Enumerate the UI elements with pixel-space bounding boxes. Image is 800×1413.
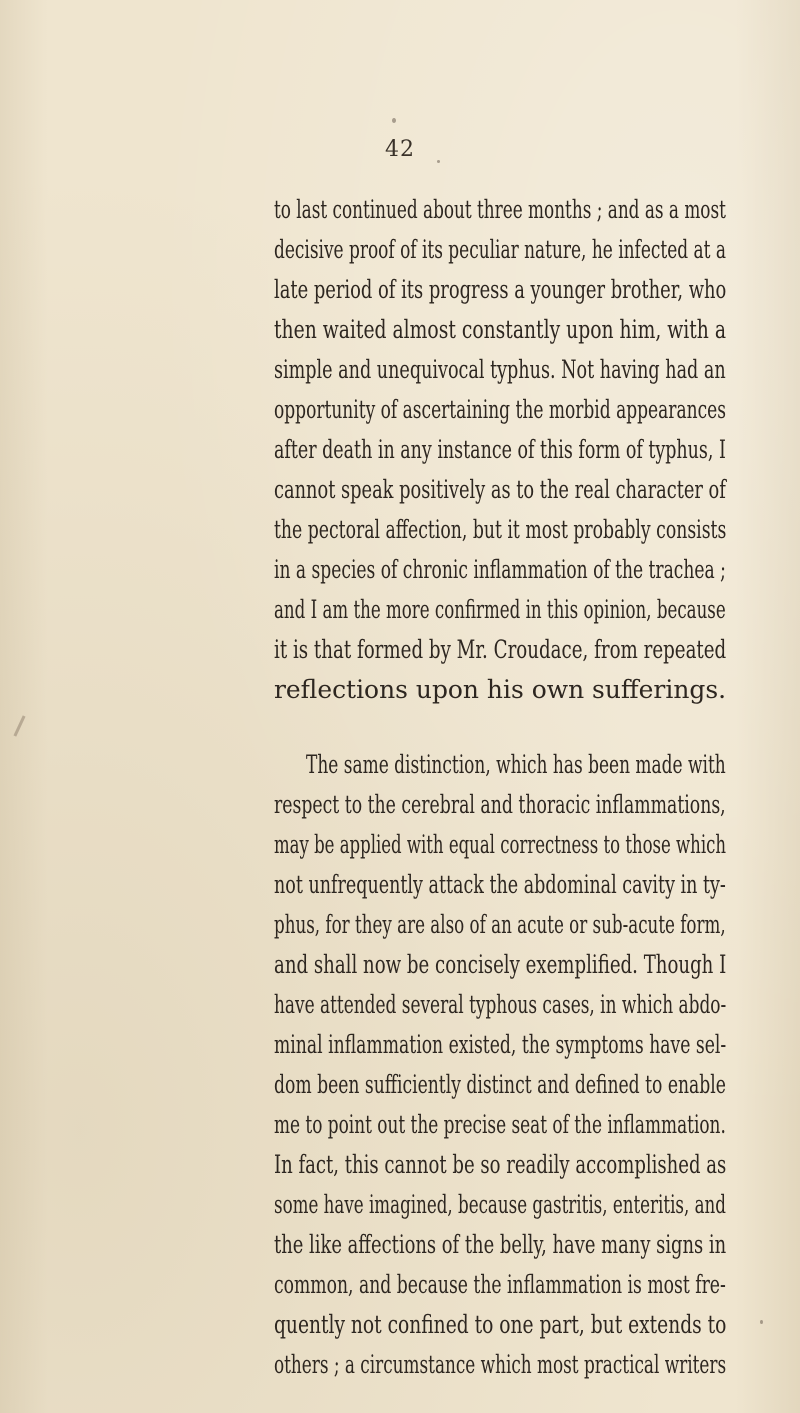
text-line: the pectoral affection, but it most probably consists (274, 515, 727, 544)
text-line: The same distinction, which has been made with (306, 750, 726, 779)
ink-speck (392, 118, 396, 123)
text-line: then waited almost constantly upon him, with a (274, 315, 727, 344)
page-number: 42 (385, 137, 415, 162)
text-line: have attended several typhous cases, in which abdo- (274, 990, 727, 1019)
text-line: me to point out the precise seat of the inflammation. (274, 1110, 726, 1139)
text-line: after death in any instance of this form of typhus, I (274, 435, 726, 464)
text-line: some have imagined, because gastritis, enteritis, and (274, 1190, 726, 1219)
text-line: and shall now be concisely exemplified. Though I (274, 950, 727, 979)
text-line: dom been sufficiently distinct and defined to enable (274, 1070, 726, 1099)
text-line: to last continued about three months ; and as a most (274, 195, 726, 224)
text-line: respect to the cerebral and thoracic inflammations, (274, 790, 726, 819)
text-line: minal inflammation existed, the symptoms have sel- (274, 1030, 727, 1059)
text-line: In fact, this cannot be so readily accomplished as (274, 1150, 727, 1179)
text-line: decisive proof of its peculiar nature, he infected at a (274, 235, 726, 264)
text-line: the like affections of the belly, have many signs in (274, 1230, 727, 1259)
text-line: it is that formed by Mr. Croudace, from repeated (274, 635, 727, 664)
text-line: may be applied with equal correctness to those which (274, 830, 727, 859)
text-line: simple and unequivocal typhus. Not having had an (274, 355, 726, 384)
text-line: and I am the more confirmed in this opinion, because (274, 595, 726, 624)
text-line: late period of its progress a younger brother, who (274, 275, 727, 304)
text-line: reflections upon his own sufferings. (274, 675, 727, 704)
text-line: cannot speak positively as to the real character of (274, 475, 726, 504)
text-line: quently not confined to one part, but extends to (274, 1310, 727, 1339)
ink-speck (760, 1320, 763, 1324)
page-edge-mark (13, 715, 25, 736)
text-line: phus, for they are also of an acute or sub-acute form, (274, 910, 726, 939)
text-line: not unfrequently attack the abdominal cavity in ty- (274, 870, 726, 899)
text-line: opportunity of ascertaining the morbid appearances (274, 395, 726, 424)
text-line: common, and because the inflammation is most fre- (274, 1270, 726, 1299)
text-line: in a species of chronic inflammation of the trachea ; (274, 555, 726, 584)
text-line: others ; a circumstance which most practical writers (274, 1350, 727, 1379)
